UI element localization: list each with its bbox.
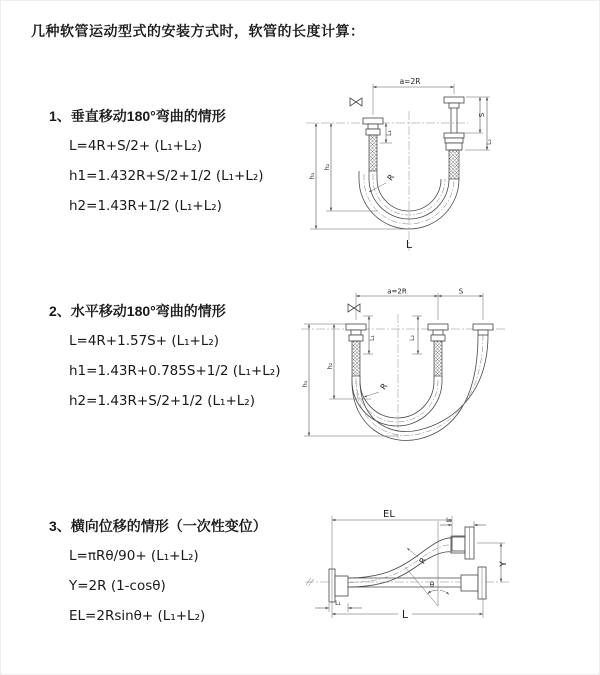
formula-h1: h1=1.432R+S/2+1/2 (L₁+L₂) xyxy=(69,168,264,184)
right-fitting xyxy=(444,97,464,179)
section-heading: 1、垂直移动180°弯曲的情形 xyxy=(49,108,226,124)
left-fitting xyxy=(346,324,366,376)
dim-label-a2r: a=2R xyxy=(387,287,407,296)
dimension-lines xyxy=(315,516,505,618)
diagram-lateral-displacement xyxy=(301,499,516,629)
centerlines xyxy=(301,314,506,438)
formula-h2: h2=1.43R+S/2+1/2 (L₁+L₂) xyxy=(69,393,255,409)
dim-label-h1: h₁ xyxy=(308,172,316,180)
curved-hose xyxy=(348,538,452,587)
dim-label-theta: θ xyxy=(429,581,435,589)
dim-label-l2: L₂ xyxy=(446,517,452,524)
straight-hose xyxy=(348,578,461,587)
formula-L: L=4R+S/2+ (L₁+L₂) xyxy=(69,138,203,154)
valve-icon xyxy=(350,98,362,106)
left-flange xyxy=(329,569,348,602)
dim-label-l: L xyxy=(405,238,413,251)
diagram-vertical-180-bend xyxy=(306,71,506,256)
dim-label-a2r: a=2R xyxy=(399,77,421,86)
dim-label-h2: h₂ xyxy=(323,163,331,171)
formula-L: L=πRθ/90+ (L₁+L₂) xyxy=(69,548,199,564)
dim-label-h1: h₁ xyxy=(301,380,309,388)
formula-h2: h2=1.43R+1/2 (L₁+L₂) xyxy=(69,198,222,214)
dim-label-l: L xyxy=(401,608,409,621)
formula-h1: h1=1.43R+0.785S+1/2 (L₁+L₂) xyxy=(69,363,281,379)
dim-label-l1: L₁ xyxy=(369,335,376,341)
diagram-horizontal-180-bend xyxy=(301,286,516,446)
section-vertical-movement xyxy=(49,101,264,221)
dim-label-y: Y xyxy=(499,561,509,567)
section-lateral-displacement xyxy=(49,511,267,631)
dim-label-r: R xyxy=(378,381,390,392)
formula-EL: EL=2Rsinθ+ (L₁+L₂) xyxy=(69,608,206,624)
hose-bend-arcs xyxy=(352,335,488,440)
dimension-labels xyxy=(308,77,493,251)
formula-Y: Y=2R (1-cosθ) xyxy=(69,578,166,594)
construction-lines xyxy=(405,521,449,606)
dimension-lines xyxy=(310,84,490,229)
dim-label-el: EL xyxy=(383,509,395,520)
dim-label-h2: h₂ xyxy=(326,362,334,370)
right-fitting xyxy=(473,324,493,335)
dim-label-r: R xyxy=(385,172,397,183)
dim-label-l2: L₂ xyxy=(486,139,493,145)
right-flange xyxy=(461,567,486,599)
valve-icon xyxy=(348,304,360,312)
upper-flange xyxy=(451,527,474,559)
formula-L: L=4R+1.57S+ (L₁+L₂) xyxy=(69,333,220,349)
dim-label-l1: L₁ xyxy=(335,600,341,607)
section-heading: 2、水平移动180°弯曲的情形 xyxy=(49,303,226,319)
section-heading: 3、横向位移的情形（一次性变位） xyxy=(49,518,267,534)
dim-label-l1: L₁ xyxy=(386,130,393,136)
dim-label-s: S xyxy=(478,112,486,118)
left-fitting xyxy=(363,118,383,171)
dim-label-r: R xyxy=(417,556,429,566)
dim-label-l2: L₂ xyxy=(409,335,416,341)
page-title: 几种软管运动型式的安装方式时，软管的长度计算： xyxy=(31,23,365,39)
section-horizontal-movement xyxy=(49,296,280,416)
center-fitting xyxy=(428,324,448,376)
dim-label-s: S xyxy=(458,287,464,296)
